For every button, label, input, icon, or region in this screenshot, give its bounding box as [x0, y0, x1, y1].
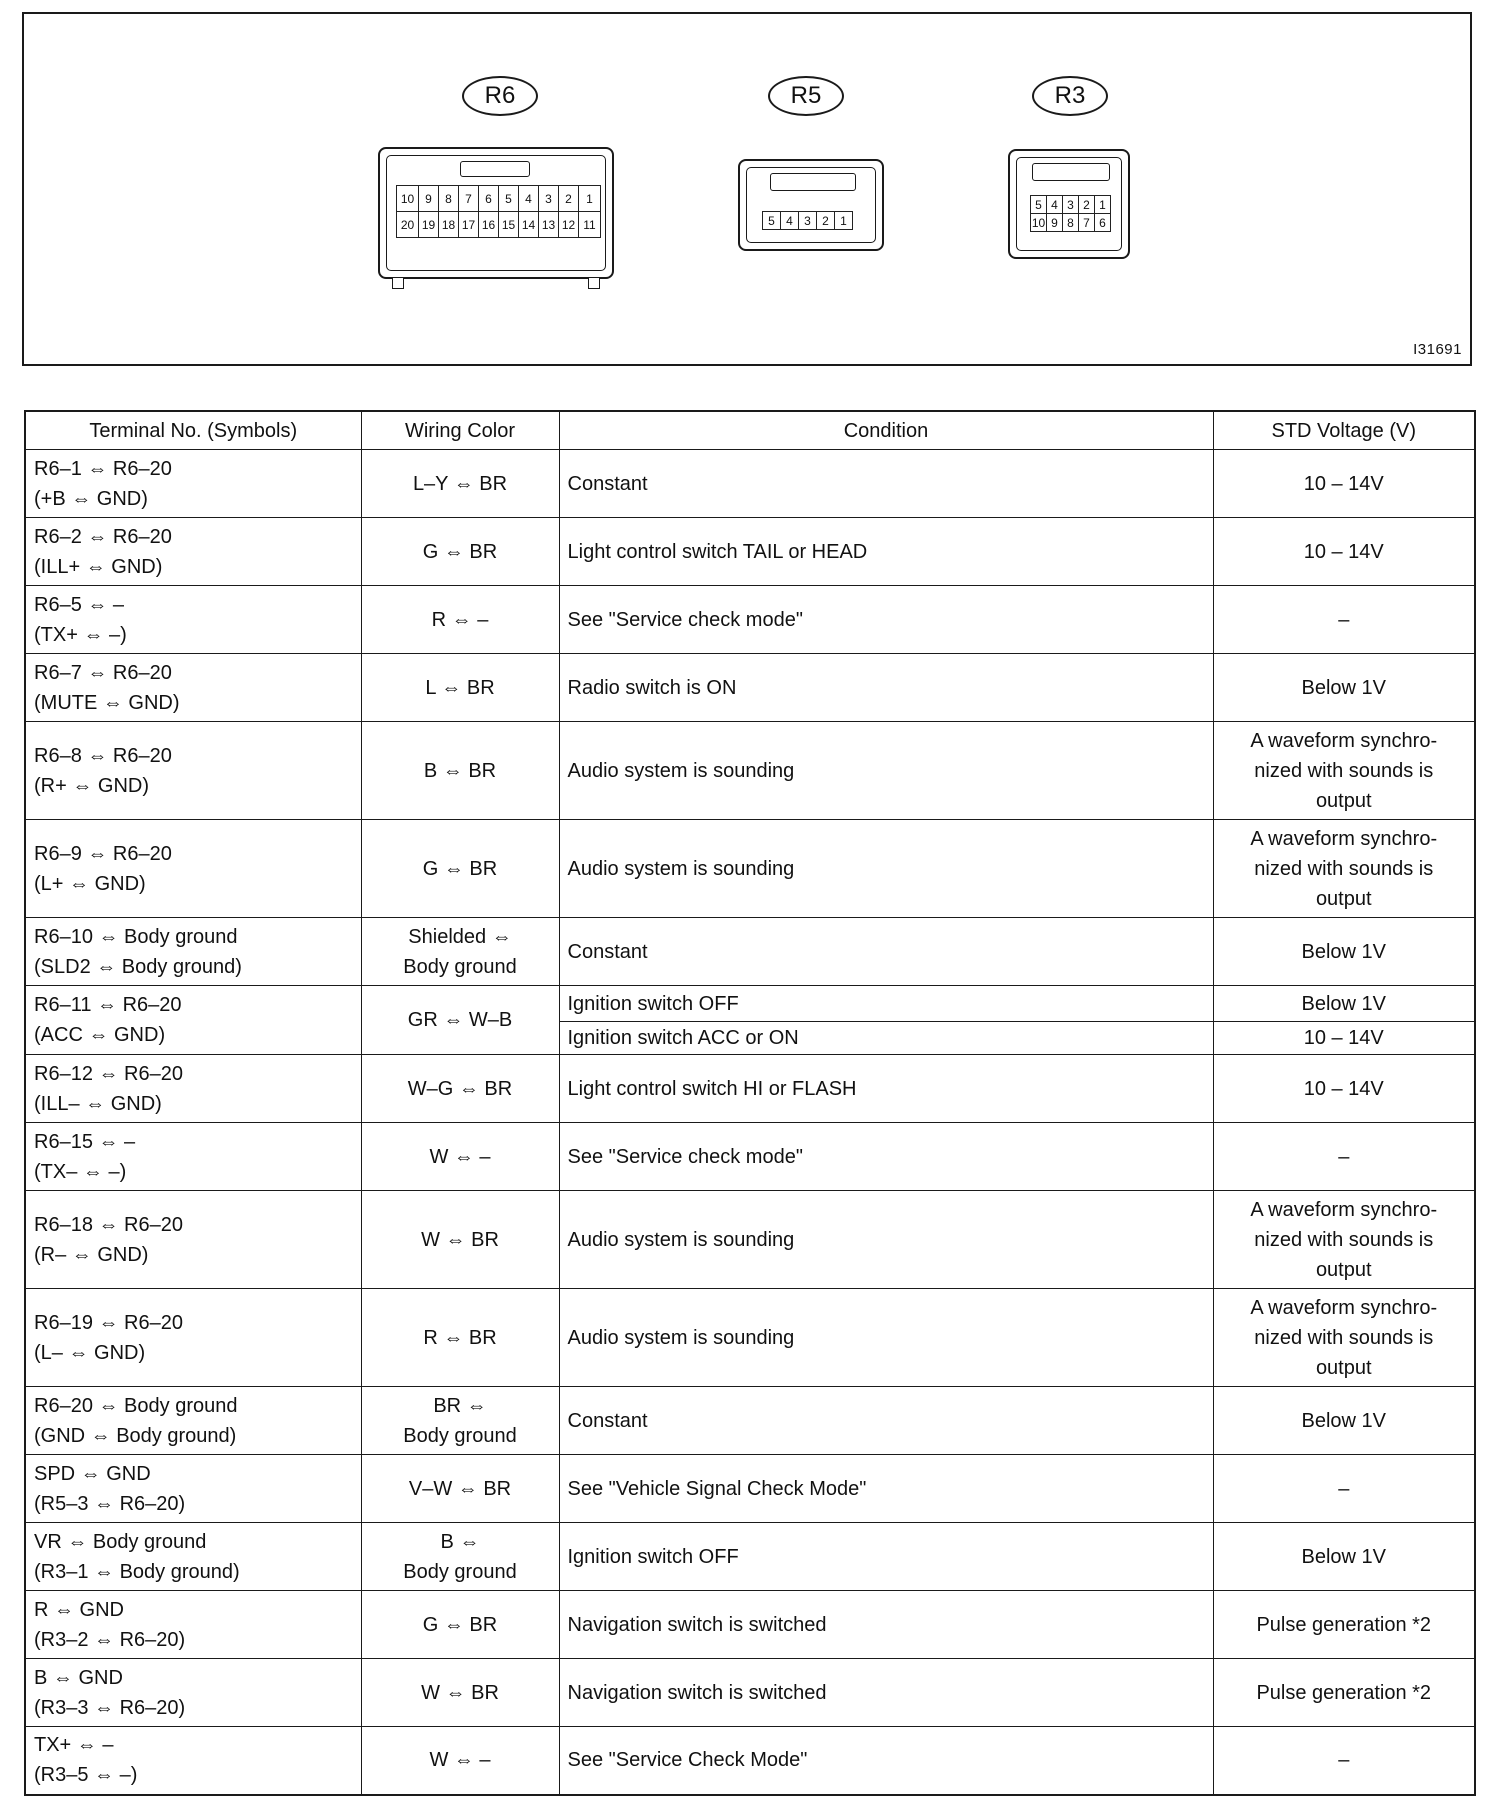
- header-terminal: Terminal No. (Symbols): [25, 411, 361, 450]
- table-row: [25, 1387, 1475, 1455]
- connector-label-r3: [1032, 76, 1108, 116]
- table-row: [25, 1455, 1475, 1523]
- table-row: [25, 1289, 1475, 1387]
- table-row: [25, 820, 1475, 918]
- std-voltage-cell: Below 1V: [1213, 654, 1475, 722]
- terminal-voltage-table: [24, 410, 1476, 1796]
- table-row: [25, 1191, 1475, 1289]
- wiring-color-cell: W ⇔ –: [361, 1727, 559, 1795]
- std-voltage-cell: A waveform synchro- nized with sounds is output: [1213, 722, 1475, 820]
- condition-cell: Constant: [559, 1387, 1213, 1455]
- condition-cell: See "Service Check Mode": [559, 1727, 1213, 1795]
- condition-cell: Constant: [559, 450, 1213, 518]
- terminal-cell: VR ⇔ Body ground (R3–1 ⇔ Body ground): [25, 1523, 361, 1591]
- terminal-cell: R6–2 ⇔ R6–20 (ILL+ ⇔ GND): [25, 518, 361, 586]
- pin: 20: [397, 212, 419, 238]
- connector-latch: [1032, 163, 1110, 181]
- pin: 17: [459, 212, 479, 238]
- wiring-color-cell: R ⇔ BR: [361, 1289, 559, 1387]
- wiring-color-cell: BR ⇔ Body ground: [361, 1387, 559, 1455]
- condition-cell: See "Service check mode": [559, 586, 1213, 654]
- terminal-cell: B ⇔ GND (R3–3 ⇔ R6–20): [25, 1659, 361, 1727]
- std-voltage-cell: 10 – 14V: [1213, 450, 1475, 518]
- pin: 12: [559, 212, 579, 238]
- connector-r3-pins: [1030, 195, 1111, 232]
- pin: 2: [1079, 196, 1095, 214]
- pin: 6: [479, 186, 499, 212]
- std-voltage-cell: 10 – 14V: [1213, 1022, 1475, 1055]
- connector-latch: [460, 161, 530, 177]
- condition-cell: Navigation switch is switched: [559, 1659, 1213, 1727]
- table-row: [25, 1055, 1475, 1123]
- terminal-cell: R6–9 ⇔ R6–20 (L+ ⇔ GND): [25, 820, 361, 918]
- terminal-cell: R ⇔ GND (R3–2 ⇔ R6–20): [25, 1591, 361, 1659]
- wiring-color-cell: W–G ⇔ BR: [361, 1055, 559, 1123]
- connector-label-text: R3: [1054, 82, 1086, 109]
- pin: 3: [539, 186, 559, 212]
- header-std-voltage: STD Voltage (V): [1213, 411, 1475, 450]
- terminal-cell: TX+ ⇔ – (R3–5 ⇔ –): [25, 1727, 361, 1795]
- wiring-color-cell: W ⇔ BR: [361, 1191, 559, 1289]
- std-voltage-cell: Below 1V: [1213, 986, 1475, 1022]
- std-voltage-cell: Below 1V: [1213, 1387, 1475, 1455]
- table-row: [25, 1123, 1475, 1191]
- pin: 8: [439, 186, 459, 212]
- pin: 18: [439, 212, 459, 238]
- std-voltage-cell: Below 1V: [1213, 918, 1475, 986]
- pin: 16: [479, 212, 499, 238]
- terminal-cell: R6–10 ⇔ Body ground (SLD2 ⇔ Body ground): [25, 918, 361, 986]
- connector-label-text: R5: [790, 82, 822, 109]
- table-row: [25, 1591, 1475, 1659]
- pin: 5: [1031, 196, 1047, 214]
- condition-cell: Constant: [559, 918, 1213, 986]
- pin: 13: [539, 212, 559, 238]
- pin: 1: [1095, 196, 1111, 214]
- terminal-cell: R6–8 ⇔ R6–20 (R+ ⇔ GND): [25, 722, 361, 820]
- condition-cell: Audio system is sounding: [559, 722, 1213, 820]
- std-voltage-cell: 10 – 14V: [1213, 518, 1475, 586]
- condition-cell: Navigation switch is switched: [559, 1591, 1213, 1659]
- std-voltage-cell: A waveform synchro- nized with sounds is output: [1213, 1289, 1475, 1387]
- terminal-cell: R6–5 ⇔ – (TX+ ⇔ –): [25, 586, 361, 654]
- std-voltage-cell: –: [1213, 1455, 1475, 1523]
- terminal-cell: R6–15 ⇔ – (TX– ⇔ –): [25, 1123, 361, 1191]
- condition-cell: Light control switch HI or FLASH: [559, 1055, 1213, 1123]
- pin: 5: [499, 186, 519, 212]
- std-voltage-cell: Pulse generation *2: [1213, 1591, 1475, 1659]
- wiring-color-cell: G ⇔ BR: [361, 518, 559, 586]
- connector-r5-housing: [738, 159, 884, 251]
- pin: 7: [1079, 214, 1095, 232]
- table-row: [25, 586, 1475, 654]
- pin: 11: [579, 212, 601, 238]
- connector-label-r6: [462, 76, 538, 116]
- connector-label-text: R6: [484, 82, 516, 109]
- table-row: [25, 450, 1475, 518]
- header-condition: Condition: [559, 411, 1213, 450]
- terminal-cell: R6–7 ⇔ R6–20 (MUTE ⇔ GND): [25, 654, 361, 722]
- std-voltage-cell: 10 – 14V: [1213, 1055, 1475, 1123]
- table-row: [25, 654, 1475, 722]
- pin: 3: [799, 212, 817, 230]
- table-body: [25, 450, 1475, 1795]
- connector-r5-pins: [762, 211, 853, 230]
- connector-foot: [588, 278, 600, 289]
- pin: 8: [1063, 214, 1079, 232]
- wiring-color-cell: G ⇔ BR: [361, 820, 559, 918]
- pin: 1: [579, 186, 601, 212]
- table-row: [25, 722, 1475, 820]
- condition-cell: Light control switch TAIL or HEAD: [559, 518, 1213, 586]
- wiring-color-cell: W ⇔ –: [361, 1123, 559, 1191]
- condition-cell: Ignition switch ACC or ON: [559, 1022, 1213, 1055]
- wiring-color-cell: R ⇔ –: [361, 586, 559, 654]
- table-row: [25, 986, 1475, 1022]
- condition-cell: Audio system is sounding: [559, 1191, 1213, 1289]
- pin: 10: [397, 186, 419, 212]
- terminal-cell: R6–11 ⇔ R6–20 (ACC ⇔ GND): [25, 986, 361, 1055]
- condition-cell: Audio system is sounding: [559, 820, 1213, 918]
- table-row: [25, 918, 1475, 986]
- table-row: [25, 1523, 1475, 1591]
- connector-r3-housing: [1008, 149, 1130, 259]
- pin: 9: [419, 186, 439, 212]
- terminal-cell: R6–1 ⇔ R6–20 (+B ⇔ GND): [25, 450, 361, 518]
- terminal-cell: SPD ⇔ GND (R5–3 ⇔ R6–20): [25, 1455, 361, 1523]
- table-row: [25, 518, 1475, 586]
- pin: 4: [519, 186, 539, 212]
- std-voltage-cell: –: [1213, 1727, 1475, 1795]
- wiring-color-cell: GR ⇔ W–B: [361, 986, 559, 1055]
- pin: 4: [1047, 196, 1063, 214]
- table-header-row: [25, 411, 1475, 450]
- pin: 4: [781, 212, 799, 230]
- connector-figure: [22, 12, 1472, 366]
- wiring-color-cell: B ⇔ BR: [361, 722, 559, 820]
- pin: 2: [559, 186, 579, 212]
- connector-label-r5: [768, 76, 844, 116]
- terminal-cell: R6–12 ⇔ R6–20 (ILL– ⇔ GND): [25, 1055, 361, 1123]
- wiring-color-cell: Shielded ⇔ Body ground: [361, 918, 559, 986]
- table-row: [25, 1659, 1475, 1727]
- pin: 2: [817, 212, 835, 230]
- connector-r6-housing: [378, 147, 614, 279]
- std-voltage-cell: Below 1V: [1213, 1523, 1475, 1591]
- connector-foot: [392, 278, 404, 289]
- std-voltage-cell: A waveform synchro- nized with sounds is output: [1213, 820, 1475, 918]
- pin: 6: [1095, 214, 1111, 232]
- std-voltage-cell: Pulse generation *2: [1213, 1659, 1475, 1727]
- figure-id: I31691: [1413, 341, 1462, 358]
- condition-cell: Ignition switch OFF: [559, 986, 1213, 1022]
- wiring-color-cell: V–W ⇔ BR: [361, 1455, 559, 1523]
- std-voltage-cell: –: [1213, 586, 1475, 654]
- terminal-cell: R6–19 ⇔ R6–20 (L– ⇔ GND): [25, 1289, 361, 1387]
- wiring-color-cell: G ⇔ BR: [361, 1591, 559, 1659]
- pin: 10: [1031, 214, 1047, 232]
- std-voltage-cell: –: [1213, 1123, 1475, 1191]
- pin: 7: [459, 186, 479, 212]
- connector-latch: [770, 173, 856, 191]
- wiring-color-cell: L–Y ⇔ BR: [361, 450, 559, 518]
- terminal-cell: R6–20 ⇔ Body ground (GND ⇔ Body ground): [25, 1387, 361, 1455]
- condition-cell: Radio switch is ON: [559, 654, 1213, 722]
- connector-r6-pins: [396, 185, 601, 238]
- terminal-cell: R6–18 ⇔ R6–20 (R– ⇔ GND): [25, 1191, 361, 1289]
- header-wiring-color: Wiring Color: [361, 411, 559, 450]
- condition-cell: See "Service check mode": [559, 1123, 1213, 1191]
- pin: 9: [1047, 214, 1063, 232]
- wiring-color-cell: B ⇔ Body ground: [361, 1523, 559, 1591]
- condition-cell: Ignition switch OFF: [559, 1523, 1213, 1591]
- condition-cell: Audio system is sounding: [559, 1289, 1213, 1387]
- wiring-color-cell: L ⇔ BR: [361, 654, 559, 722]
- pin: 5: [763, 212, 781, 230]
- pin: 19: [419, 212, 439, 238]
- pin: 15: [499, 212, 519, 238]
- table-row: [25, 1727, 1475, 1795]
- pin: 3: [1063, 196, 1079, 214]
- pin: 14: [519, 212, 539, 238]
- condition-cell: See "Vehicle Signal Check Mode": [559, 1455, 1213, 1523]
- wiring-color-cell: W ⇔ BR: [361, 1659, 559, 1727]
- std-voltage-cell: A waveform synchro- nized with sounds is output: [1213, 1191, 1475, 1289]
- pin: 1: [835, 212, 853, 230]
